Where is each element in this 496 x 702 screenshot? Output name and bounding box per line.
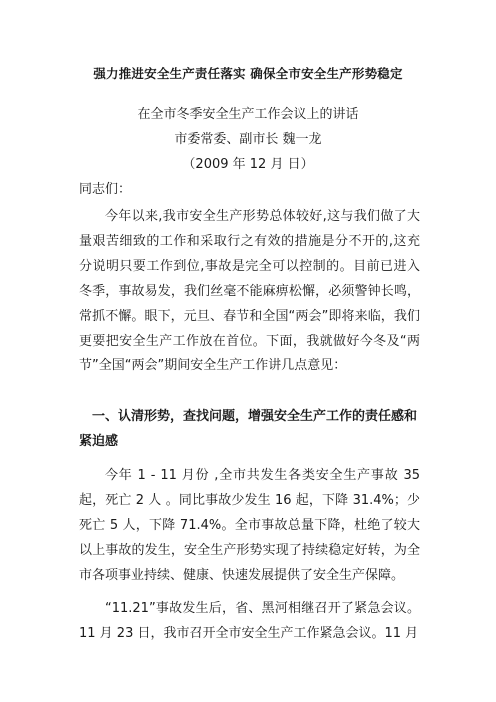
body-paragraph-3: “11.21”事故发生后，省、黑河相继召开了紧急会议。11 月 23 日，我市召开全市安全生产工作紧急会议。11 月 xyxy=(79,601,420,641)
body-paragraph-1: 今年以来,我市安全生产形势总体较好,这与我们做了大量艰苦细致的工作和采取行之有效的措施是分不开的,这充分说明只要工作到位,事故是完全可以控制的。目前已进入冬季，事故易发，我们丝毫不能麻痹松懈，必须警钟长鸣，常抓不懈。眼下，元旦、春节和全国“两会”即将来临，我们更要把安全生产工作放在首位。下面，我就做好今冬及“两节”全国“两会”期间安全生产工作讲几点意见： xyxy=(79,209,420,374)
speech-occasion: 在全市冬季安全生产工作会议上的讲话 xyxy=(137,107,359,122)
body-paragraph-2: 今年 1 - 11 月份 ,全市共发生各类安全生产事故 35 起，死亡 2 人 。同比事故少发生 16 起，下降 31.4%；少死亡 5 人，下降 71.4%。全市事故总量下降，杜绝了较大以上事故的发生，安全生产形势实现了持续稳定好转，为全市各项事业持续、健康、快速发展提供了安全生产保障。 xyxy=(79,468,420,583)
document-title: 强力推进安全生产责任落实 确保全市安全生产形势稳定 xyxy=(93,66,403,81)
salutation: 同志们： xyxy=(79,182,132,197)
speech-date: （2009 年 12 月 日） xyxy=(182,157,314,172)
speaker-line: 市委常委、副市长 魏一龙 xyxy=(174,132,322,147)
section-heading-1: 一、认清形势，查找问题，增强安全生产工作的责任感和紧迫感 xyxy=(79,409,418,449)
